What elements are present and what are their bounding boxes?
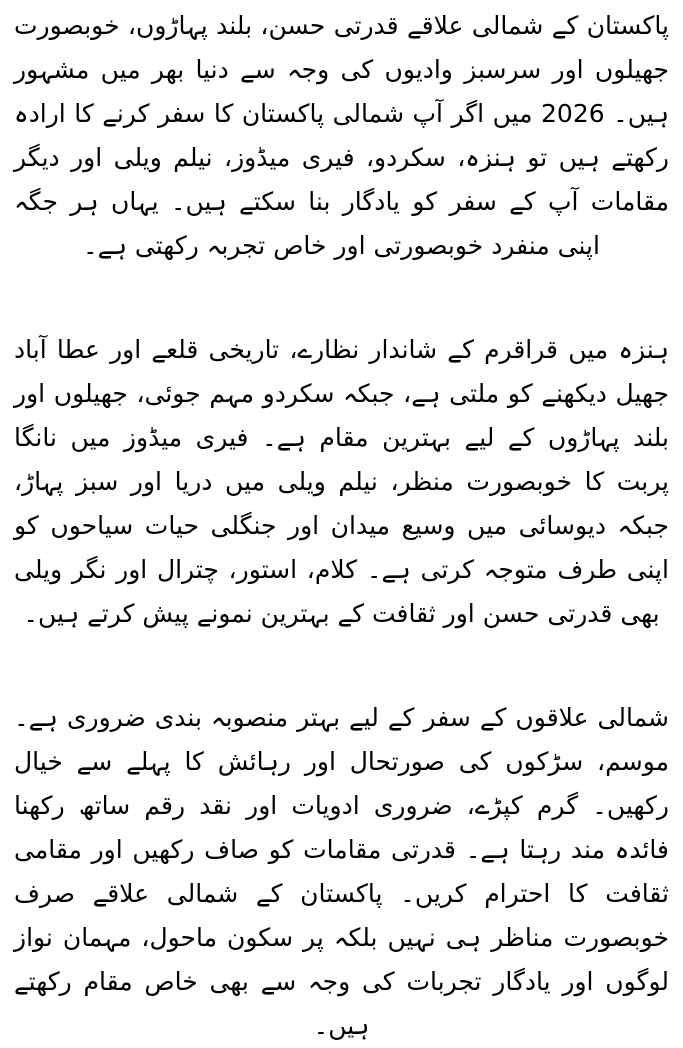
paragraph-travel-tips: شمالی علاقوں کے سفر کے لیے بہتر منصوبہ بندی ضروری ہے۔ موسم، سڑکوں کی صورتحال اور رہائش کا پہلے سے خیال رکھیں۔ گرم کپڑے، ضروری ادویات اور نقد رقم ساتھ رکھنا فائدہ مند رہتا ہے۔ قدرتی مقامات کو صاف رکھیں اور مقامی ثقافت کا احترام کریں۔ پاکستان کے شمالی علاقے صرف خوبصورت مناظر ہی نہیں بلکہ پر سکون ماحول، مہمان نواز لوگوں اور یادگار تجربات کی وجہ سے بھی خاص مقام رکھتے ہیں۔ (14, 703, 669, 1040)
paragraph-intro: پاکستان کے شمالی علاقے قدرتی حسن، بلند پہاڑوں، خوبصورت جھیلوں اور سرسبز وادیوں کی وجہ سے دنیا بھر میں مشہور ہیں۔ 2026 میں اگر آپ شمالی پاکستان کا سفر کرنے کا ارادہ رکھتے ہیں تو ہنزہ، سکردو، فیری میڈوز، نیلم ویلی اور دیگر مقامات آپ کے سفر کو یادگار بنا سکتے ہیں۔ یہاں ہر جگہ اپنی منفرد خوبصورتی اور خاص تجربہ رکھتی ہے۔ (14, 11, 669, 260)
paragraph-destinations: ہنزہ میں قراقرم کے شاندار نظارے، تاریخی قلعے اور عطا آباد جھیل دیکھنے کو ملتی ہے، جبکہ سکردو مہم جوئی، جھیلوں اور بلند پہاڑوں کے لیے بہترین مقام ہے۔ فیری میڈوز میں نانگا پربت کا خوبصورت منظر، نیلم ویلی میں دریا اور سبز پہاڑ، جبکہ دیوسائی میں وسیع میدان اور جنگلی حیات سیاحوں کو اپنی طرف متوجہ کرتی ہے۔ کلام، استور، چترال اور نگر ویلی بھی قدرتی حسن اور ثقافت کے بہترین نمونے پیش کرتے ہیں۔ (14, 335, 669, 628)
